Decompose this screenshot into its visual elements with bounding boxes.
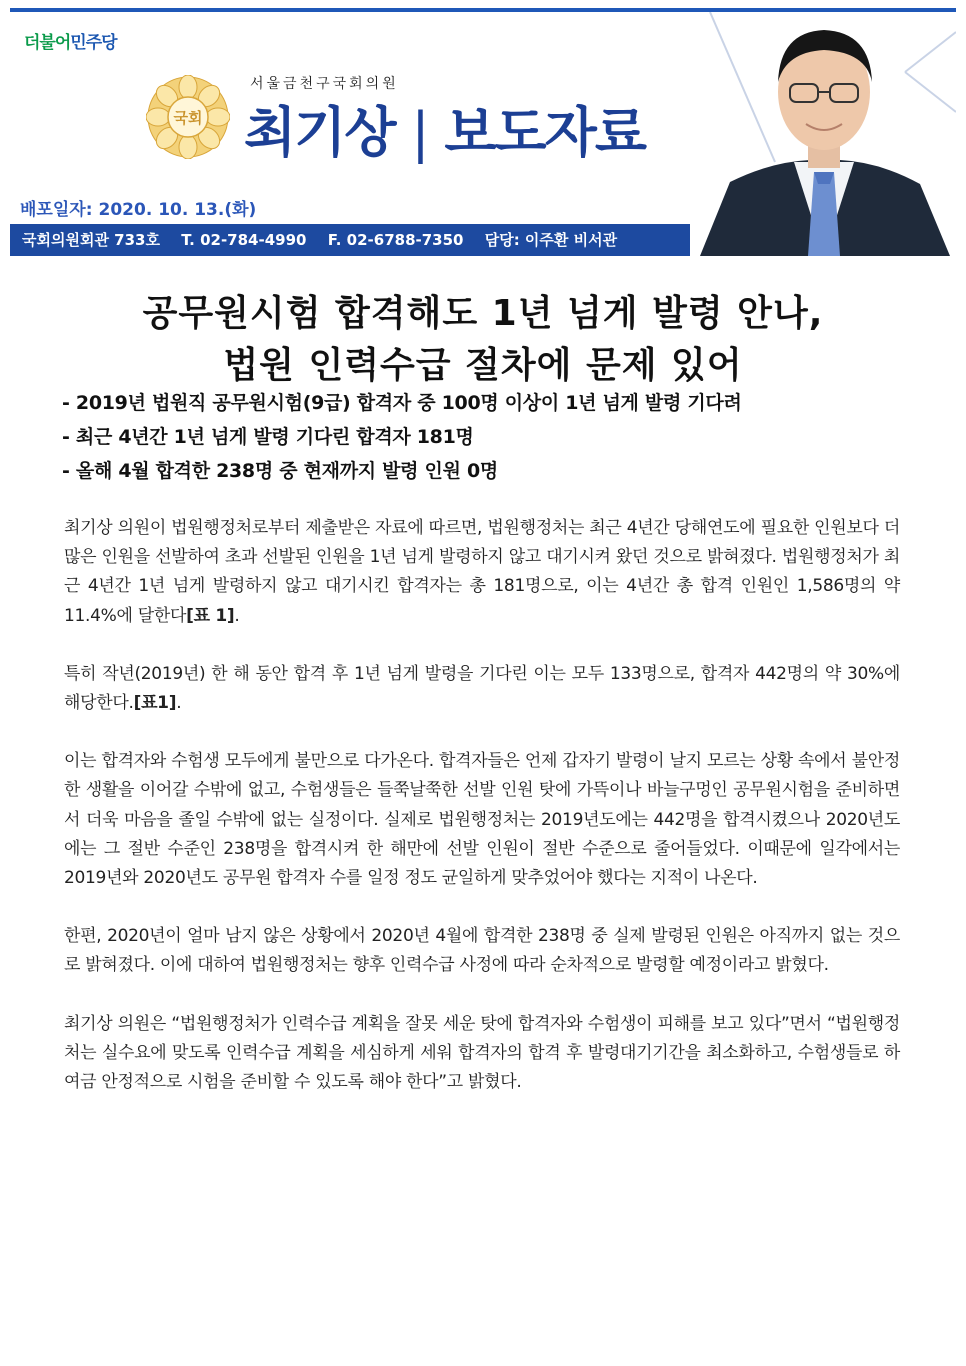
office-room: 국회의원회관 733호 bbox=[22, 231, 160, 249]
phone-number: T. 02-784-4990 bbox=[181, 231, 307, 249]
headline-line-1: 공무원시험 합격해도 1년 넘게 발령 안나, bbox=[142, 293, 824, 334]
header-subtitle: 서울금천구국회의원 bbox=[250, 76, 399, 92]
paragraph-3: 이는 합격자와 수험생 모두에게 불만으로 다가온다. 합격자들은 언제 갑자기 발령이 날지 모르는 상황 속에서 불안정한 생활을 이어갈 수밖에 없고, 수험생들은 들쭉날쭉한 선발 인원 탓에 가뜩이나 바늘구멍인 공무원시험을 준비하면서 더욱 마음을 졸일 수밖에 없는 실정이다. 실제로 법원행정처는 2019년도에는 442명을 합격시켰으나 2020년도에는 그 절반 수준인 238명을 합격시켜 한 해만에 선발 인원이 절반 수준으로 줄어들었다. 이때문에 일각에서는 2019년와 2020년도 공무원 합격자 수를 일정 정도 균일하게 맞추었어야 했다는 지적이 나온다. bbox=[64, 751, 900, 889]
paragraph-5: 최기상 의원은 “법원행정처가 인력수급 계획을 잘못 세운 탓에 합격자와 수험생이 피해를 보고 있다”면서 “법원행정처는 실수요에 맞도록 인력수급 계획을 세심하게 세워 합격자의 합격 후 발령대기기간을 최소화하고, 수험생들로 하여금 안정적으로 시험을 준비할 수 있도록 해야 한다”고 밝혔다. bbox=[64, 1013, 900, 1093]
contact-bar bbox=[10, 224, 690, 256]
seal-text: 국회 bbox=[173, 109, 203, 127]
subhead-item: - 2019년 법원직 공무원시험(9급) 합격자 중 100명 이상이 1년 넘게 발령 기다려 bbox=[62, 392, 742, 414]
party-logo: 더불어민주당 bbox=[24, 33, 117, 53]
subhead-item: - 올해 4월 합격한 238명 중 현재까지 발령 인원 0명 bbox=[62, 460, 498, 482]
national-assembly-seal-icon bbox=[146, 75, 230, 159]
contact-person: 담당: 이주환 비서관 bbox=[484, 231, 618, 249]
article-body bbox=[64, 514, 900, 1126]
page-title: 최기상 | 보도자료 bbox=[244, 101, 645, 164]
paragraph-1: 최기상 의원이 법원행정처로부터 제출받은 자료에 따르면, 법원행정처는 최근 4년간 당해연도에 필요한 인원보다 더 많은 인원을 선발하여 초과 선발된 인원을 1년 넘게 발령하지 않고 대기시켜 왔던 것으로 밝혀졌다. 법원행정처가 최근 4년간 1년 넘게 발령하지 않고 대기시킨 합격자는 총 181명으로, 이는 4년간 총 합격 인원인 1,586명의 약 11.4%에 달한다[표 1]. bbox=[64, 518, 900, 626]
paragraph-2: 특히 작년(2019년) 한 해 동안 합격 후 1년 넘게 발령을 기다린 이는 모두 133명으로, 합격자 442명의 약 30%에 해당한다.[표1]. bbox=[64, 663, 900, 714]
fax-number: F. 02-6788-7350 bbox=[327, 231, 464, 249]
release-date: 배포일자: 2020. 10. 13.(화) bbox=[20, 200, 257, 220]
paragraph-4: 한편, 2020년이 얼마 남지 않은 상황에서 2020년 4월에 합격한 238명 중 실제 발령된 인원은 아직까지 없는 것으로 밝혀졌다. 이에 대하여 법원행정처는 향후 인력수급 사정에 따라 순차적으로 발령할 예정이라고 밝혔다. bbox=[64, 926, 900, 976]
subhead-item: - 최근 4년간 1년 넘게 발령 기다린 합격자 181명 bbox=[62, 426, 474, 448]
lawmaker-portrait bbox=[690, 12, 956, 256]
subheads bbox=[62, 387, 932, 489]
headline-line-2: 법원 인력수급 절차에 문제 있어 bbox=[223, 345, 743, 386]
